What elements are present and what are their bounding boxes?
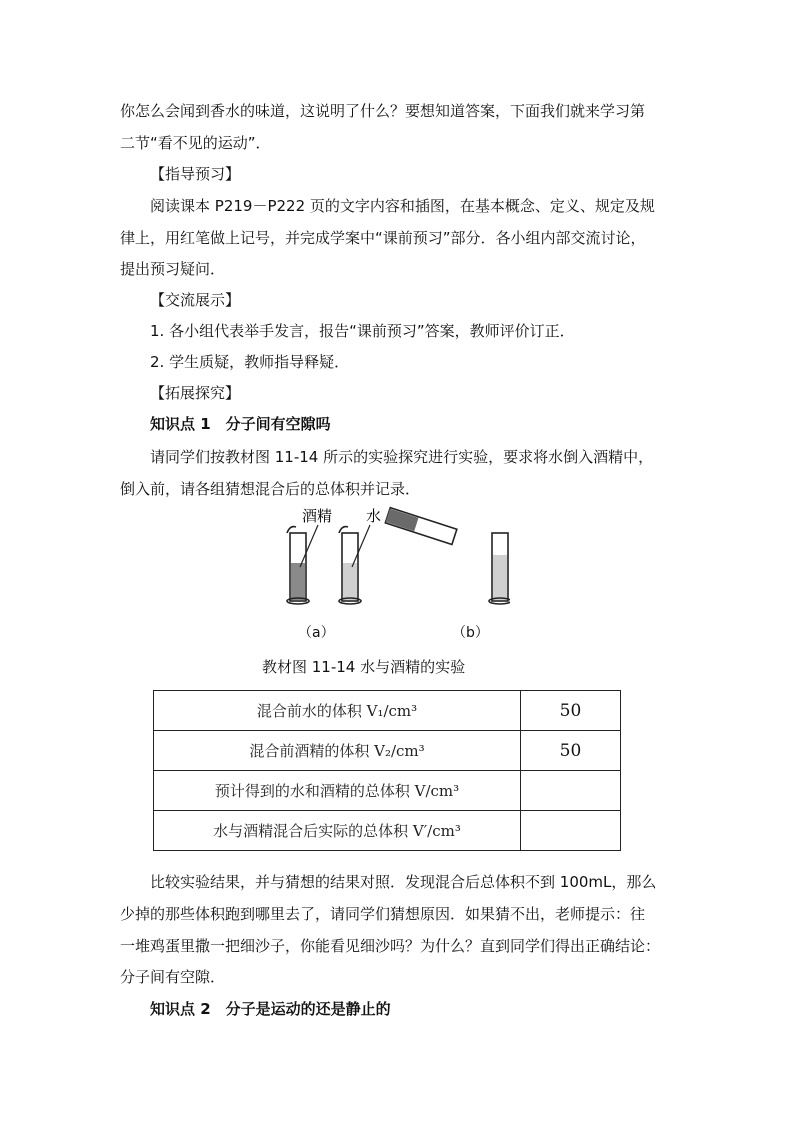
paragraph-intro-line2: 二节“看不见的运动”． xyxy=(120,134,271,152)
row-label: 混合前水的体积 V₁/cm³ xyxy=(154,691,521,731)
exchange-item-2: 2. 学生质疑，教师指导释疑． xyxy=(150,353,350,371)
exchange-item-1: 1. 各小组代表举手发言，报告“课前预习”答案，教师评价订正． xyxy=(150,322,575,340)
row-label: 混合前酒精的体积 V₂/cm³ xyxy=(154,731,521,771)
paragraph-guide-line2: 律上，用红笔做上记号，并完成学案中“课前预习”部分．各小组内部交流讨论， xyxy=(120,229,646,247)
figure-sublabel-b: （b） xyxy=(452,625,489,641)
label-alcohol: 酒精 xyxy=(302,507,333,525)
table-row xyxy=(154,771,621,811)
knowledge-point-2-title: 知识点 2 分子是运动的还是静止的 xyxy=(150,1000,391,1018)
pointer-alcohol xyxy=(300,525,318,567)
table-row xyxy=(154,691,621,731)
row-value xyxy=(521,811,621,851)
paragraph-guide-line3: 提出预习疑问． xyxy=(120,260,226,278)
figure-sublabel-a: （a） xyxy=(298,625,335,641)
figure-caption: 教材图 11-14 水与酒精的实验 xyxy=(262,658,466,676)
paragraph-compare-line3: 一堆鸡蛋里撒一把细沙子，你能看见细沙吗？为什么？直到同学们得出正确结论： xyxy=(120,937,661,955)
paragraph-experiment-line1: 请同学们按教材图 11-14 所示的实验探究进行实验，要求将水倒入酒精中， xyxy=(150,448,654,466)
cylinder-alcohol-icon xyxy=(287,527,309,604)
row-value xyxy=(521,771,621,811)
paragraph-experiment-line2: 倒入前，请各组猜想混合后的总体积并记录． xyxy=(120,480,421,498)
section-title-guide: 【指导预习】 xyxy=(150,165,241,183)
paragraph-intro-line1: 你怎么会闻到香水的味道，这说明了什么？要想知道答案，下面我们就来学习第 xyxy=(120,102,646,120)
receiving-cylinder-icon xyxy=(489,533,510,604)
row-label: 水与酒精混合后实际的总体积 V′/cm³ xyxy=(154,811,521,851)
row-value: 50 xyxy=(521,731,621,771)
table-row xyxy=(154,731,621,771)
paragraph-guide-line1: 阅读课本 P219－P222 页的文字内容和插图，在基本概念、定义、规定及规 xyxy=(150,197,655,215)
volume-table xyxy=(153,690,621,851)
paragraph-compare-line1: 比较实验结果，并与猜想的结果对照．发现混合后总体积不到 100mL，那么 xyxy=(150,873,657,891)
row-label: 预计得到的水和酒精的总体积 V/cm³ xyxy=(154,771,521,811)
label-water: 水 xyxy=(366,507,382,525)
knowledge-point-1-title: 知识点 1 分子间有空隙吗 xyxy=(150,415,331,433)
paragraph-compare-line4: 分子间有空隙． xyxy=(120,968,226,986)
table-row xyxy=(154,811,621,851)
pouring-cylinder-icon xyxy=(385,508,457,545)
section-title-exchange: 【交流展示】 xyxy=(150,291,241,309)
pointer-water xyxy=(352,525,370,567)
paragraph-compare-line2: 少掉的那些体积跑到哪里去了，请同学们猜想原因．如果猜不出，老师提示：往 xyxy=(120,905,646,923)
row-value: 50 xyxy=(521,691,621,731)
section-title-explore: 【拓展探究】 xyxy=(150,384,241,402)
cylinder-water-icon xyxy=(339,527,361,604)
